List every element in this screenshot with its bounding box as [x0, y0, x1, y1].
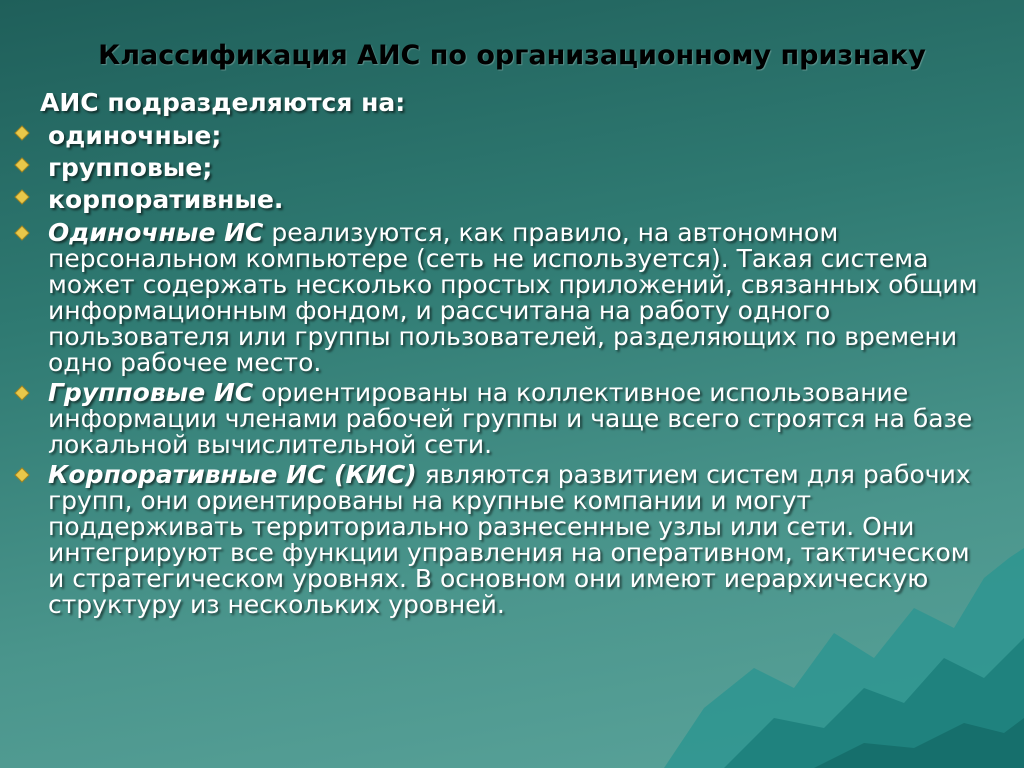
diamond-bullet-icon — [14, 225, 30, 241]
term-single-is: Одиночные ИС — [48, 218, 264, 247]
diamond-bullet-icon — [14, 385, 30, 401]
diamond-bullet-icon — [14, 125, 30, 141]
list-item — [12, 220, 992, 376]
term-corporate-is: Корпоративные ИС (КИС) — [48, 460, 417, 489]
diamond-bullet-icon — [14, 157, 30, 173]
type-label: корпоративные. — [48, 185, 284, 214]
list-item — [12, 462, 992, 618]
list-item — [12, 152, 992, 184]
intro-text: АИС подразделяются на: — [40, 88, 406, 117]
diamond-bullet-icon — [14, 467, 30, 483]
slide-content — [12, 88, 992, 620]
description-text: являются развитием систем для рабочих групп, они ориентированы на крупные компании и могут поддерживать территориально разнесенные узлы или сети. Они интегрируют все функции управления на оперативном, тактическом и стратегическом уровнях. В основном они имеют иерархическую структуру из нескольких уровней. — [48, 460, 971, 619]
type-label: одиночные; — [48, 121, 222, 150]
diamond-bullet-icon — [14, 189, 30, 205]
term-group-is: Групповые ИС — [48, 378, 254, 407]
bullet-list — [12, 120, 992, 618]
list-item — [12, 120, 992, 152]
type-label: групповые; — [48, 153, 213, 182]
description-text: ориентированы на коллективное использование информации членами рабочей группы и чаще всего строятся на базе локальной вычислительной сети. — [48, 378, 973, 459]
description-text: реализуются, как правило, на автономном персональном компьютере (сеть не используется). Такая система может содержать несколько простых приложений, связанных общим информационным фондом, и рассчитана на работу одного пользователя или группы пользователей, разделяющих по времени одно рабочее место. — [48, 218, 978, 377]
slide-title: Классификация АИС по организационному признаку — [98, 40, 926, 71]
list-item — [12, 184, 992, 216]
list-item — [12, 380, 992, 458]
